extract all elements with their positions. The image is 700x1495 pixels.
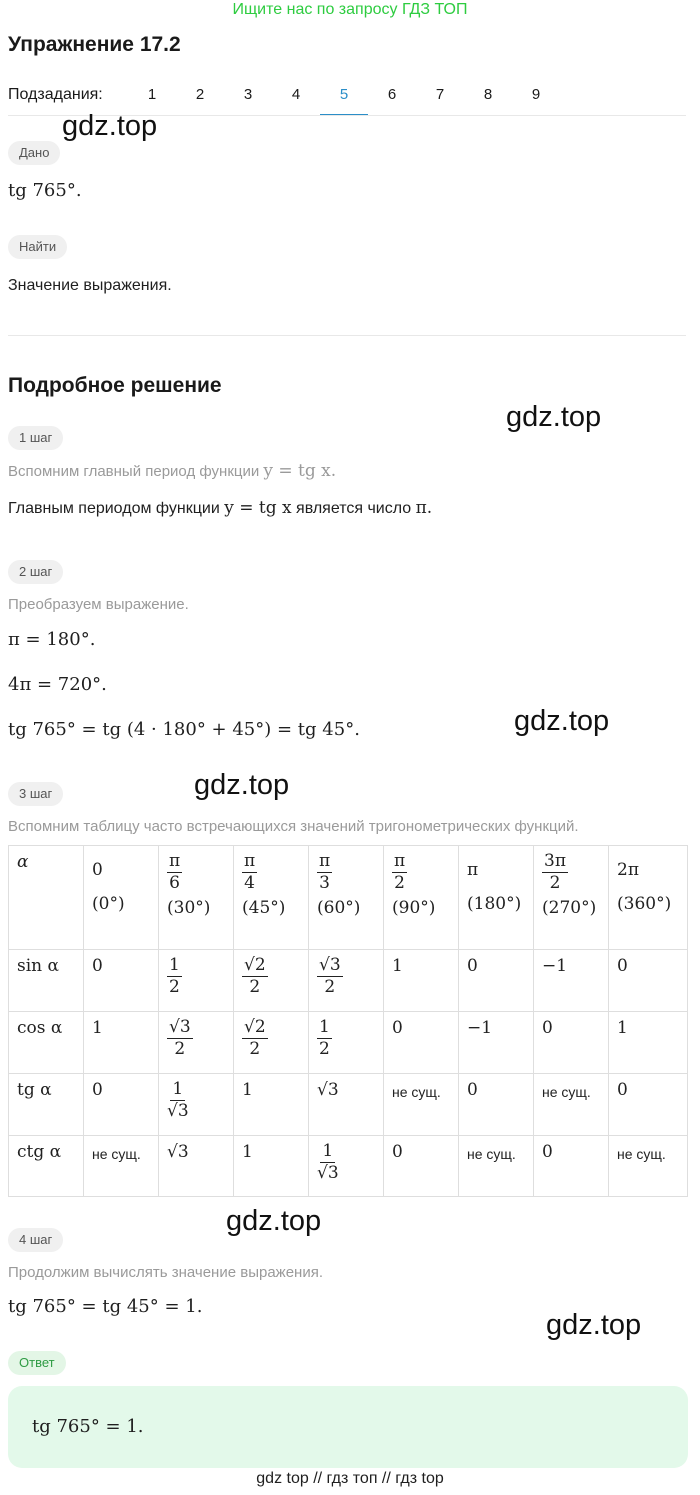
angle-cell: π (180°): [459, 846, 534, 950]
subtask-tabs: [128, 76, 560, 116]
value-cell: 1: [234, 1136, 309, 1197]
subtask-tab-1[interactable]: 1: [147, 86, 157, 103]
value-cell: не сущ.: [459, 1136, 534, 1197]
trig-row-sin: [9, 950, 688, 1012]
value-cell: 0: [384, 1012, 459, 1074]
step-2-line-3: tg 765° = tg (4 · 180° + 45°) = tg 45°.: [8, 719, 360, 740]
value-cell: не сущ.: [384, 1074, 459, 1136]
subtask-tab-3[interactable]: 3: [243, 86, 253, 103]
given-expression: tg 765°.: [8, 180, 82, 201]
subtask-tab-4[interactable]: 4: [291, 86, 301, 103]
value-cell: 0: [609, 1074, 688, 1136]
watermark: gdz.top: [546, 1309, 642, 1341]
value-cell: [309, 1012, 384, 1074]
step-1-hint: [8, 461, 336, 481]
watermark: gdz.top: [194, 769, 290, 801]
value-cell: 0: [459, 950, 534, 1012]
top-banner: Ищите нас по запросу ГДЗ ТОП: [232, 1, 468, 18]
subtask-tab-9[interactable]: 9: [531, 86, 541, 103]
step-2-hint: Преобразуем выражение.: [8, 596, 189, 613]
watermark: gdz.top: [62, 110, 158, 142]
given-badge: Дано: [8, 141, 60, 165]
row-label: tg α: [9, 1074, 84, 1136]
fraction-value: $\frac{√2}{2}$: [244, 1017, 266, 1059]
answer-box: [8, 1386, 688, 1468]
value-cell: 0: [534, 1136, 609, 1197]
angle-cell: $\frac{\pi}{2}$ (90°): [384, 846, 459, 950]
value-cell: [159, 950, 234, 1012]
value-cell: 1: [609, 1012, 688, 1074]
divider: [8, 335, 686, 336]
step-2-line-1: π = 180°.: [8, 629, 96, 650]
step-1-formula-a: y = tg x: [224, 498, 292, 518]
value-cell: 0: [84, 1074, 159, 1136]
subtasks-label: Подзадания:: [8, 86, 103, 103]
step-2-badge: 2 шаг: [8, 560, 63, 584]
page-title: Упражнение 17.2: [8, 33, 181, 56]
answer-badge: Ответ: [8, 1351, 66, 1375]
footer-links: gdz top // гдз топ // гдз top: [256, 1470, 444, 1487]
alpha-header: α: [9, 846, 84, 950]
step-3-hint: Вспомним таблицу часто встречающихся значений тригонометрических функций.: [8, 818, 579, 835]
step-2-line-2: 4π = 720°.: [8, 674, 107, 695]
step-4-hint: Продолжим вычислять значение выражения.: [8, 1264, 323, 1281]
angle-cell: $\frac{\pi}{6}$ (30°): [159, 846, 234, 950]
row-label: sin α: [9, 950, 84, 1012]
value-cell: 0: [84, 950, 159, 1012]
value-cell: 0: [384, 1136, 459, 1197]
row-label: ctg α: [9, 1136, 84, 1197]
value-cell: 1: [84, 1012, 159, 1074]
trig-values-table: [8, 845, 688, 1197]
fraction-value: $\frac{1}{√3}$: [317, 1141, 339, 1183]
value-cell: не сущ.: [609, 1136, 688, 1197]
angle-cell: $\frac{\pi}{3}$ (60°): [309, 846, 384, 950]
value-cell: 1: [234, 1074, 309, 1136]
answer-expression: tg 765° = 1.: [32, 1416, 144, 1437]
trig-row-ctg: [9, 1136, 688, 1197]
value-cell: −1: [459, 1012, 534, 1074]
subtask-tab-6[interactable]: 6: [387, 86, 397, 103]
step-4-badge: 4 шаг: [8, 1228, 63, 1252]
trig-row-cos: [9, 1012, 688, 1074]
value-cell: [159, 1012, 234, 1074]
step-1-text-b: является число: [296, 500, 412, 517]
step-1-formula-b: π.: [415, 498, 433, 518]
value-cell: [309, 950, 384, 1012]
find-badge: Найти: [8, 235, 67, 259]
angle-cell: $\frac{3\pi}{2}$ (270°): [534, 846, 609, 950]
angle-cell: 0 (0°): [84, 846, 159, 950]
fraction-value: $\frac{√2}{2}$: [244, 955, 266, 997]
step-1-hint-formula: y = tg x.: [263, 461, 337, 481]
value-cell: √3: [159, 1136, 234, 1197]
find-text: Значение выражения.: [8, 277, 172, 294]
fraction-value: $\frac{√3}{2}$: [319, 955, 341, 997]
subtask-tab-7[interactable]: 7: [435, 86, 445, 103]
value-cell: 0: [534, 1012, 609, 1074]
row-label: cos α: [9, 1012, 84, 1074]
fraction-value: $\frac{1}{2}$: [169, 955, 180, 997]
subtask-tab-5[interactable]: 5: [320, 76, 368, 116]
fraction-value: $\frac{1}{√3}$: [167, 1079, 189, 1121]
step-3-badge: 3 шаг: [8, 782, 63, 806]
step-1-line: [8, 498, 432, 518]
value-cell: [309, 1136, 384, 1197]
step-1-hint-text: Вспомним главный период функции: [8, 463, 260, 480]
value-cell: √3: [309, 1074, 384, 1136]
watermark: gdz.top: [226, 1205, 322, 1237]
value-cell: 0: [609, 950, 688, 1012]
fraction-value: $\frac{1}{2}$: [319, 1017, 330, 1059]
value-cell: [234, 1012, 309, 1074]
fraction-value: $\frac{√3}{2}$: [169, 1017, 191, 1059]
angle-cell: 2π (360°): [609, 846, 688, 950]
trig-row-tg: [9, 1074, 688, 1136]
subtask-tab-2[interactable]: 2: [195, 86, 205, 103]
subtask-tab-8[interactable]: 8: [483, 86, 493, 103]
step-4-line: tg 765° = tg 45° = 1.: [8, 1296, 203, 1317]
step-1-badge: 1 шаг: [8, 426, 63, 450]
value-cell: −1: [534, 950, 609, 1012]
value-cell: 1: [384, 950, 459, 1012]
solution-title: Подробное решение: [8, 374, 222, 397]
value-cell: [234, 950, 309, 1012]
value-cell: не сущ.: [534, 1074, 609, 1136]
value-cell: [159, 1074, 234, 1136]
value-cell: не сущ.: [84, 1136, 159, 1197]
watermark: gdz.top: [506, 401, 602, 433]
step-1-text-a: Главным периодом функции: [8, 500, 220, 517]
value-cell: 0: [459, 1074, 534, 1136]
angle-cell: $\frac{\pi}{4}$ (45°): [234, 846, 309, 950]
watermark: gdz.top: [514, 705, 610, 737]
trig-header-row: [9, 846, 688, 950]
